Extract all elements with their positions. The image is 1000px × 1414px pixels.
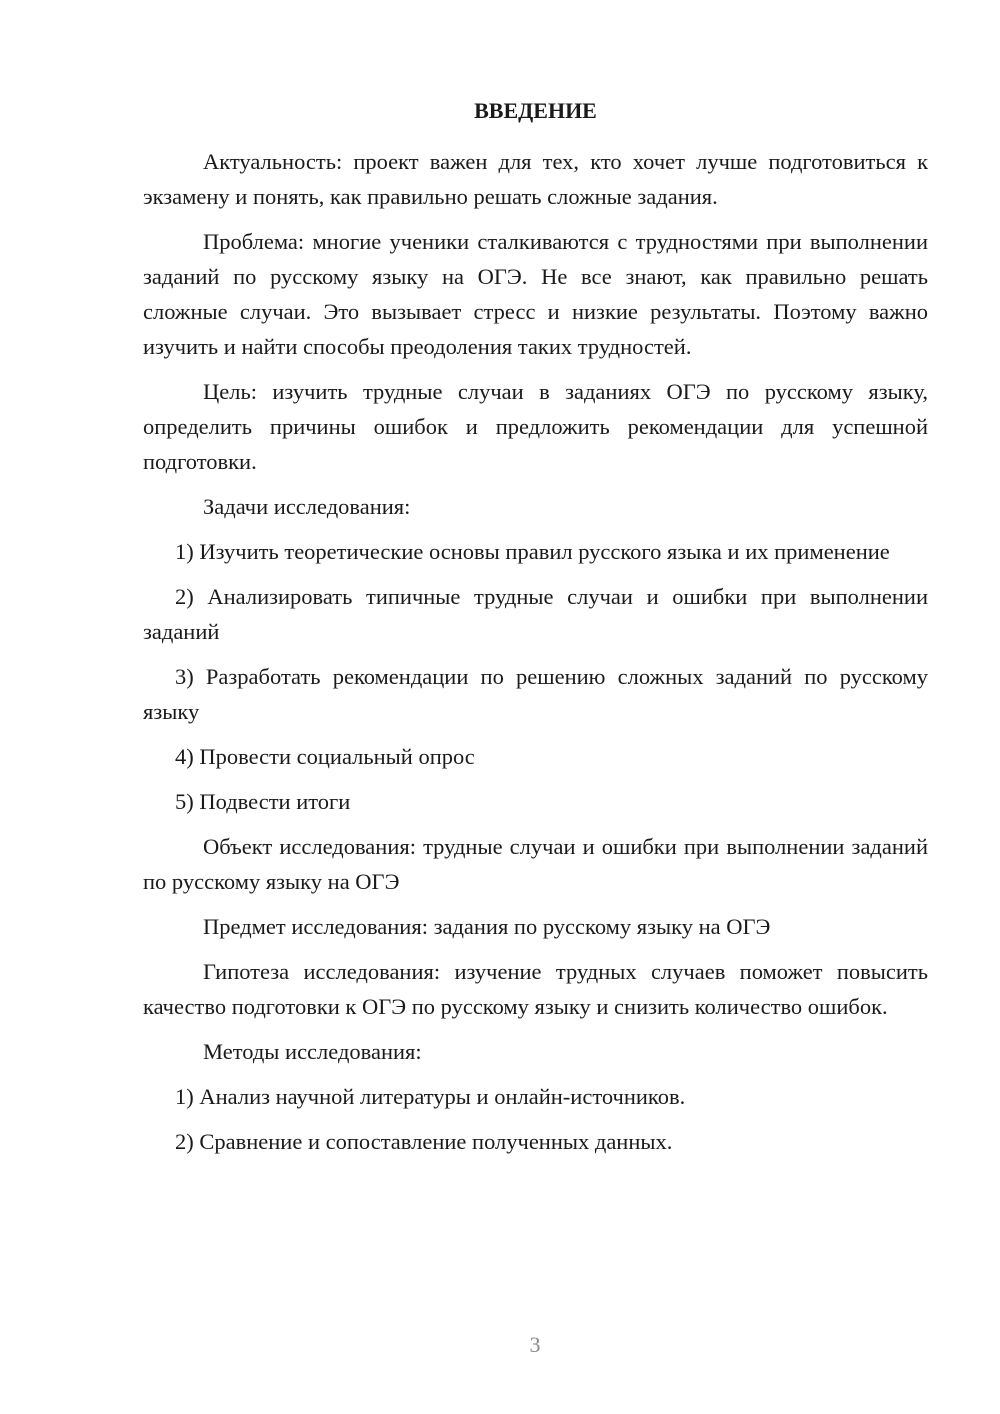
method-item: 1) Анализ научной литературы и онлайн-источников. <box>175 1084 686 1109</box>
subject-paragraph: Предмет исследования: задания по русскому языку на ОГЭ <box>203 914 771 939</box>
goal-paragraph: Цель: изучить трудные случаи в заданиях ОГЭ по русскому языку, определить причины ошибок и предложить рекомендации для успешной подготовки. <box>143 379 928 474</box>
page-content <box>143 90 928 1169</box>
task-item: 4) Провести социальный опрос <box>175 744 475 769</box>
tasks-title: Задачи исследования: <box>203 494 411 519</box>
task-item: 5) Подвести итоги <box>175 789 351 814</box>
method-item: 2) Сравнение и сопоставление полученных данных. <box>175 1129 673 1154</box>
hypothesis-paragraph: Гипотеза исследования: изучение трудных случаев поможет повысить качество подготовки к ОГЭ по русскому языку и снизить количество ошибок. <box>143 959 928 1019</box>
problem-paragraph: Проблема: многие ученики сталкиваются с трудностями при выполнении заданий по русскому языку на ОГЭ. Не все знают, как правильно решать сложные случаи. Это вызывает стресс и низкие результаты. Поэтому важно изучить и найти способы преодоления таких трудностей. <box>143 229 928 359</box>
task-item: 2) Анализировать типичные трудные случаи и ошибки при выполнении заданий <box>143 584 928 644</box>
page-number: 3 <box>529 1332 541 1357</box>
methods-title: Методы исследования: <box>203 1039 422 1064</box>
task-item: 3) Разработать рекомендации по решению сложных заданий по русскому языку <box>143 664 928 724</box>
section-heading: ВВЕДЕНИЕ <box>474 98 597 123</box>
task-item: 1) Изучить теоретические основы правил русского языка и их применение <box>175 539 890 564</box>
object-paragraph: Объект исследования: трудные случаи и ошибки при выполнении заданий по русскому языку на ОГЭ <box>143 834 928 894</box>
relevance-paragraph: Актуальность: проект важен для тех, кто хочет лучше подготовиться к экзамену и понять, как правильно решать сложные задания. <box>143 149 928 209</box>
